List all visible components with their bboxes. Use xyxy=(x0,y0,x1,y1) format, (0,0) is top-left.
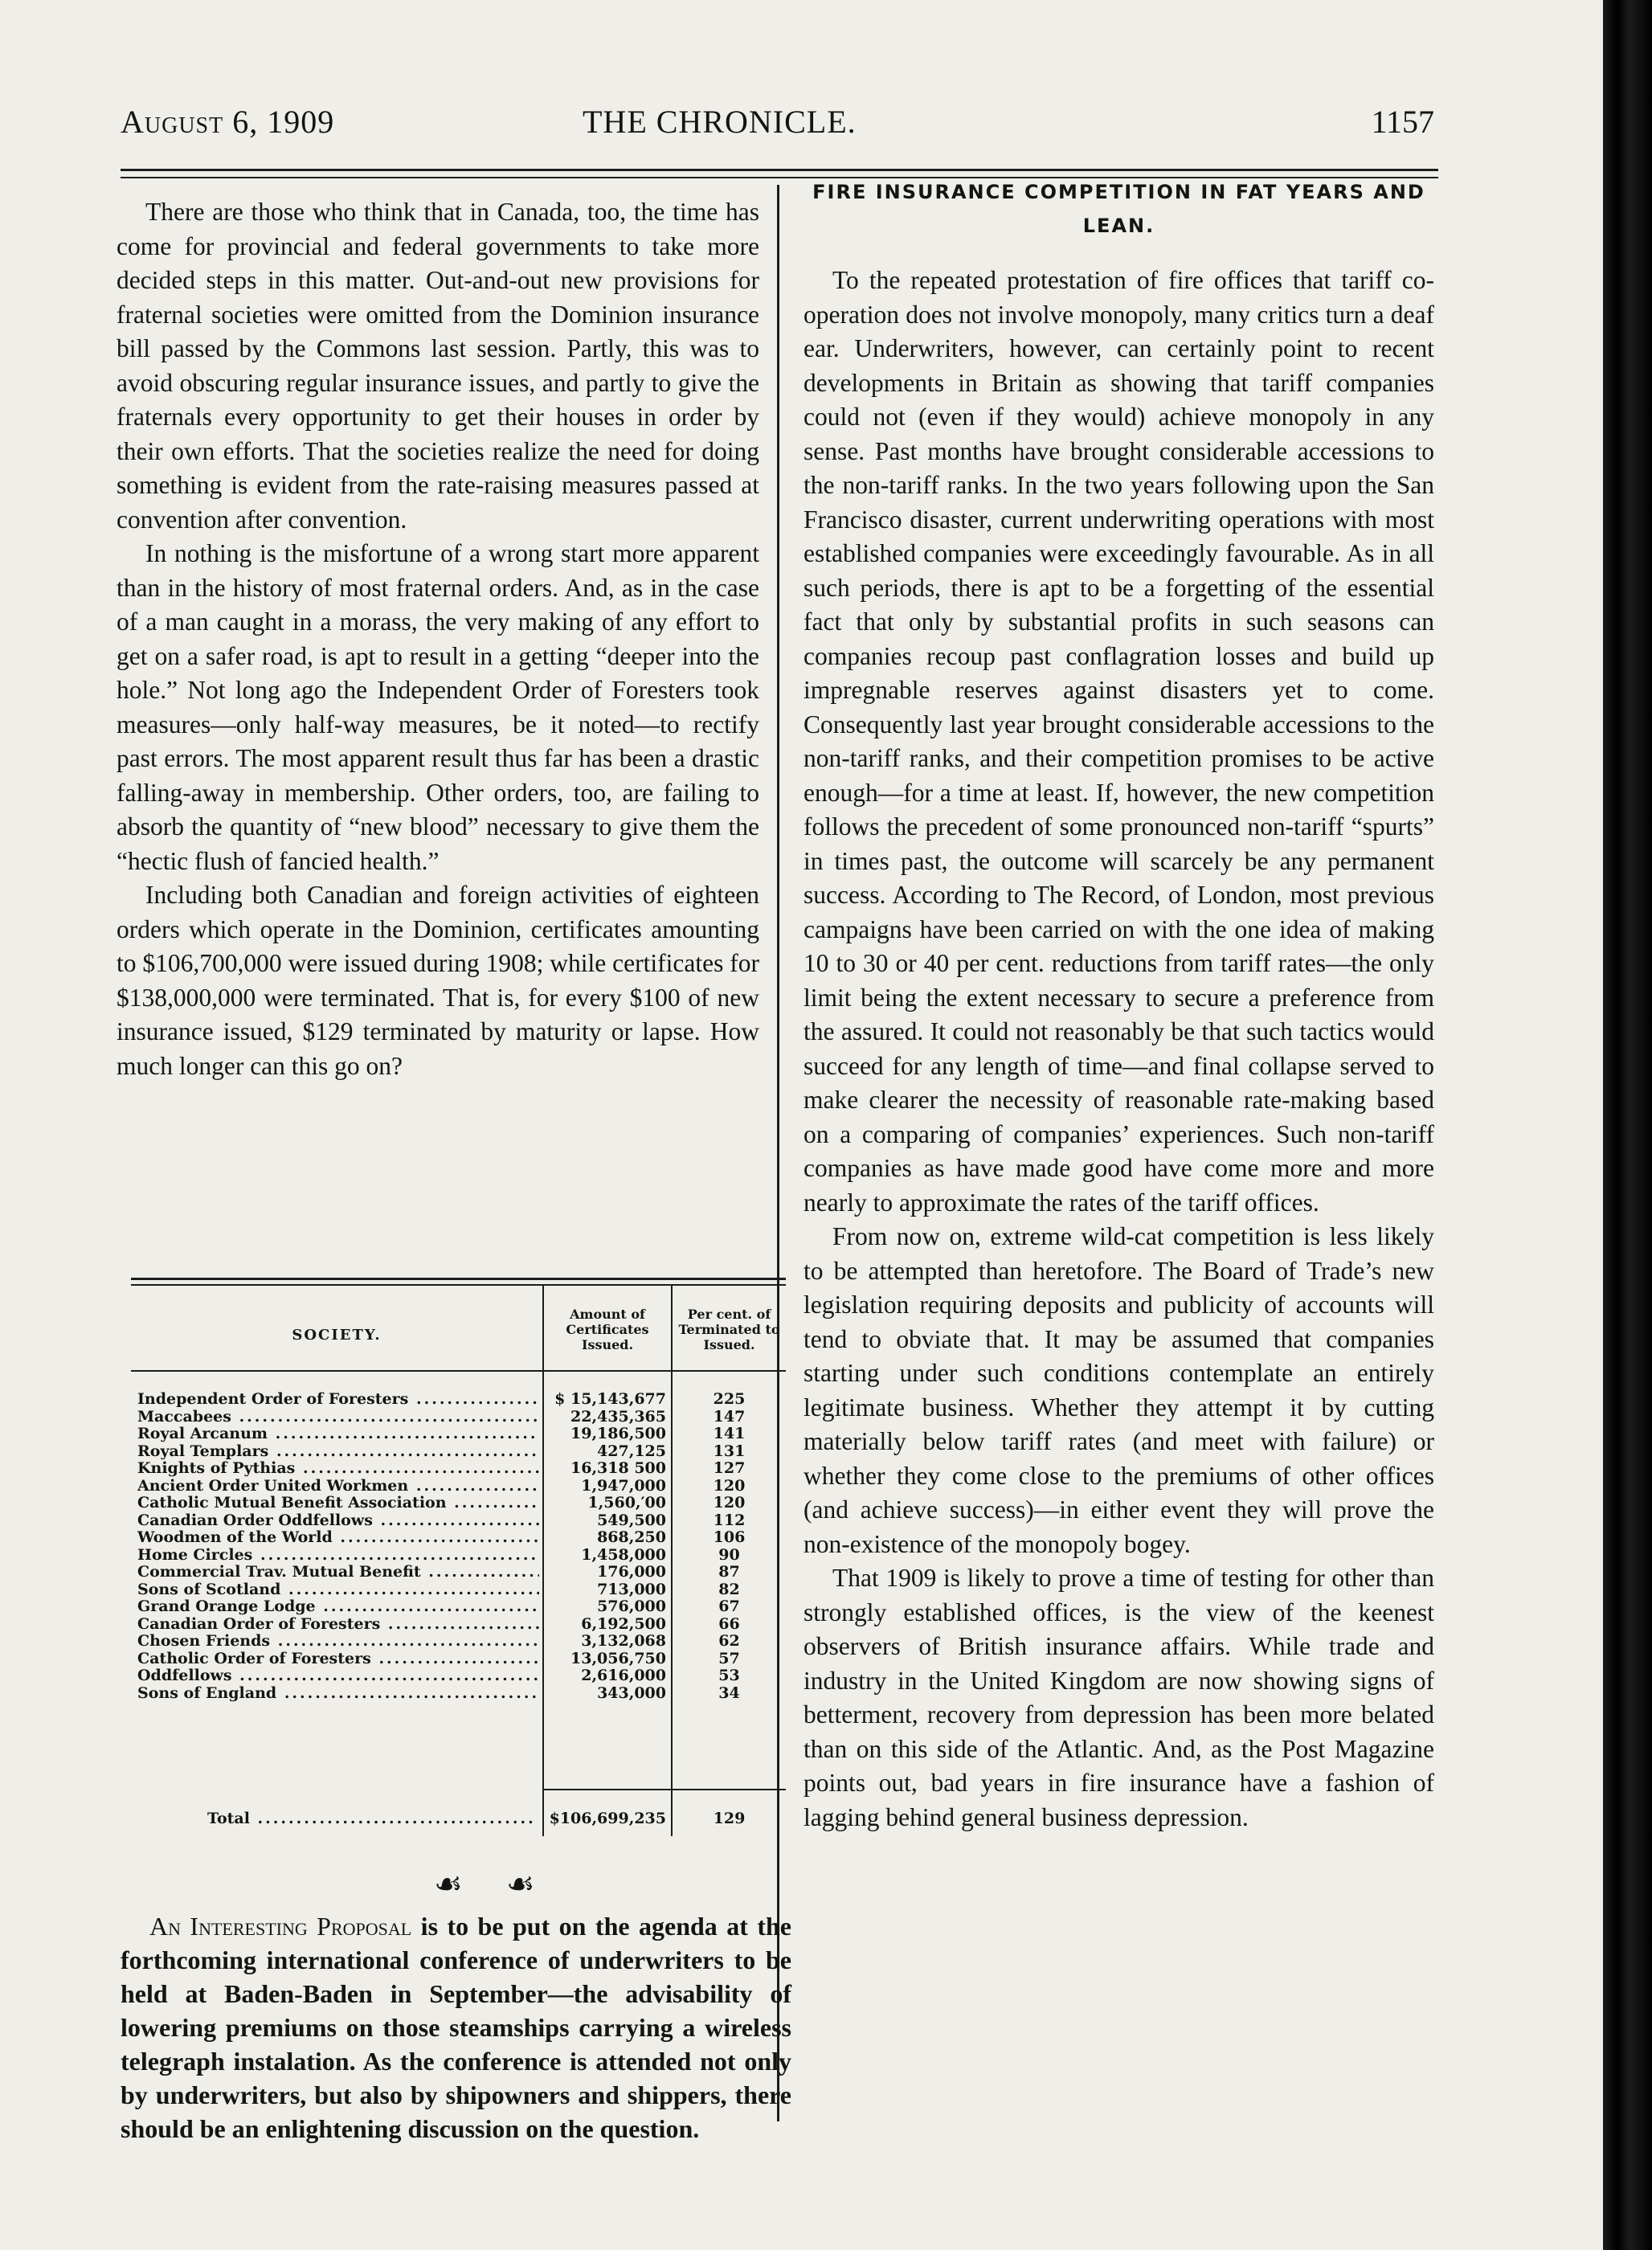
paragraph: In nothing is the misfortune of a wrong start more apparent than in the history of most fraternal orders. And, as in the case of a man caught in a morass, the very making of any effort to get on a safer road, is apt to result in a getting “deeper into the hole.” Not long ago the Independent Order of Foresters took measures—only half-way measures, be it noted—to rectify past errors. The most apparent result thus far has been a drastic falling-away in membership. Other orders, too, are failing to absorb the quantity of “new blood” necessary to give them the “hectic flush of fancied health.” xyxy=(117,539,759,875)
terminated-percent: 67 xyxy=(718,1598,740,1615)
table-top-rule-thin xyxy=(131,1284,786,1286)
terminated-percent: 131 xyxy=(713,1442,746,1460)
society-name: Maccabees ..... xyxy=(137,1408,539,1426)
society-name: Oddfellows ..... xyxy=(137,1667,539,1684)
terminated-percent: 87 xyxy=(718,1563,740,1581)
society-name: Ancient Order United Workmen ..... xyxy=(137,1477,539,1495)
certificates-amount: 1,560,′00 xyxy=(587,1494,666,1512)
certificates-amount: 427,125 xyxy=(597,1442,666,1460)
society-name: Knights of Pythias ..... xyxy=(137,1459,539,1477)
table-row xyxy=(131,1494,786,1512)
table-row xyxy=(131,1459,786,1477)
paragraph: There are those who think that in Canada, too, the time has come for provincial and federal governments to take more decided steps in this matter. Out-and-out new provisions for fraternal societies were omitted from the Dominion insurance bill passed by the Commons last session. Partly, this was to avoid obscuring regular insurance issues, and partly to give the fraternals every opportunity to get their houses in order by their own efforts. That the societies realize the need for doing something is evident from the rate-raising measures passed at convention after convention. xyxy=(117,198,759,534)
section-ornament: ☙ ☙ xyxy=(434,1866,553,1902)
table-row xyxy=(131,1615,786,1633)
society-name: Canadian Order of Foresters ..... xyxy=(137,1615,539,1633)
right-column xyxy=(804,175,1434,1835)
certificates-amount: 713,000 xyxy=(597,1580,666,1598)
article-title: FIRE INSURANCE COMPETITION IN FAT YEARS AND LEAN. xyxy=(812,181,1425,237)
proposal-text xyxy=(121,1909,791,2146)
paragraph: To the repeated protestation of fire offices that tariff co-operation does not involve monopoly, many critics turn a deaf ear. Underwriters, however, can certainly point to recent developments in Britain as showing that tariff companies could not (even if they would) achieve monopoly in any sense. Past months have brought considerable accessions to the non-tariff ranks. In the two years following upon the San Francisco disaster, current underwriting operations with most established companies were exceedingly favourable. As in all such periods, there is apt to be a forgetting of the essential fact that only by substantial profits in such seasons can companies recoup past conflagration losses and build up impregnable reserves against disasters yet to come. Consequently last year brought considerable accessions to the non-tariff ranks, and their competition promises to be active enough—for a time at least. If, however, the new competition follows the precedent of some pronounced non-tariff “spurts” in times past, the outcome will scarcely be any permanent success. According to The Record, of London, most previous campaigns have been carried on with the one idea of making 10 to 30 or 40 per cent. reductions from tariff rates—the only limit being the extent necessary to secure a preference from the assured. It could not reasonably be that such tactics would succeed for any length of time—and final collapse served to make clearer the necessity of reasonable rate-making based on a comparing of companies’ experiences. Such non-tariff companies as have made good have come more and more nearly to approximate the rates of the tariff offices. xyxy=(804,266,1434,1217)
certificates-amount: $ 15,143,677 xyxy=(554,1390,666,1408)
page-header xyxy=(117,103,1434,159)
left-column xyxy=(117,195,759,1083)
certificates-amount: 343,000 xyxy=(597,1683,666,1702)
certificates-amount: 3,132,068 xyxy=(581,1632,666,1650)
society-name: Sons of Scotland ..... xyxy=(137,1581,539,1598)
terminated-percent: 141 xyxy=(713,1425,746,1442)
society-name: Grand Orange Lodge ..... xyxy=(137,1598,539,1615)
table-total-row xyxy=(131,1810,786,1831)
certificates-amount: 2,616,000 xyxy=(581,1667,666,1684)
terminated-percent: 90 xyxy=(718,1545,740,1564)
total-amount: $106,699,235 xyxy=(549,1810,666,1827)
society-name: Catholic Mutual Benefit Association ..... xyxy=(137,1494,539,1512)
society-name: Royal Arcanum ..... xyxy=(137,1425,539,1442)
publication-title: THE CHRONICLE. xyxy=(583,104,857,140)
table-row xyxy=(131,1581,786,1598)
table-row xyxy=(131,1390,786,1408)
table-row xyxy=(131,1425,786,1442)
certificates-amount: 1,458,000 xyxy=(581,1545,666,1564)
society-name: Independent Order of Foresters ..... xyxy=(137,1390,539,1408)
table-row xyxy=(131,1632,786,1650)
table-row xyxy=(131,1667,786,1684)
terminated-percent: 82 xyxy=(718,1580,740,1598)
table-body xyxy=(131,1390,786,1701)
paragraph: Including both Canadian and foreign activities of eighteen orders which operate in the Dominion, certificates amounting to $106,700,000 were issued during 1908; while certificates for $138,000,000 were terminated. That is, for every $100 of new insurance issued, $129 terminated by maturity or lapse. How much longer can this go on? xyxy=(117,881,759,1080)
issue-date: August 6, 1909 xyxy=(121,104,335,140)
column-header-society: SOCIETY. xyxy=(292,1327,382,1344)
society-name: Sons of England ..... xyxy=(137,1684,539,1702)
society-name: Catholic Order of Foresters ..... xyxy=(137,1650,539,1667)
certificates-amount: 6,192,500 xyxy=(581,1614,666,1633)
terminated-percent: 120 xyxy=(713,1476,746,1495)
table-row xyxy=(131,1442,786,1460)
terminated-percent: 120 xyxy=(713,1494,746,1512)
paragraph: That 1909 is likely to prove a time of testing for other than strongly established offices, is the view of the keenest observers of British insurance affairs. While trade and industry in the United Kingdom are now showing signs of betterment, recovery from depression has been more belated than on this side of the Atlantic. And, as the Post Magazine points out, bad years in fire insurance have a fashion of lagging behind general business depression. xyxy=(804,1564,1434,1831)
terminated-percent: 147 xyxy=(713,1407,746,1426)
table-row xyxy=(131,1477,786,1495)
certificates-amount: 22,435,365 xyxy=(570,1407,666,1426)
table-row xyxy=(131,1408,786,1426)
certificates-amount: 576,000 xyxy=(597,1598,666,1615)
table-row xyxy=(131,1546,786,1564)
society-name: Chosen Friends ..... xyxy=(137,1632,539,1650)
certificates-amount: 13,056,750 xyxy=(570,1649,666,1667)
table-row xyxy=(131,1598,786,1615)
book-spine-edge xyxy=(1603,0,1652,2250)
column-header-amount: Amount of Certificates Issued. xyxy=(566,1307,649,1352)
column-header-percent: Per cent. of Terminated to Issued. xyxy=(678,1307,780,1352)
terminated-percent: 127 xyxy=(713,1459,746,1477)
society-name: Home Circles ..... xyxy=(137,1546,539,1564)
table-row xyxy=(131,1650,786,1667)
certificates-amount: 549,500 xyxy=(597,1511,666,1529)
table-row xyxy=(131,1684,786,1702)
society-name: Commercial Trav. Mutual Benefit ..... xyxy=(137,1563,539,1581)
paragraph: From now on, extreme wild-cat competition is less likely to be attempted than heretofore. The Board of Trade’s new legislation requiring deposits and publicity of accounts will tend to obviate that. It may be assumed that companies starting under such conditions contemplate an entirely legitimate business. Whether they attempt it by cutting materially below tariff rates (and meet with failure) or whether they come close to the premiums of other offices (and achieve success)—in either event they will prove the non-existence of the monopoly bogey. xyxy=(804,1222,1434,1558)
certificates-amount: 19,186,500 xyxy=(570,1425,666,1442)
total-label: Total ..... xyxy=(207,1810,537,1827)
table-row xyxy=(131,1563,786,1581)
terminated-percent: 66 xyxy=(718,1614,740,1633)
certificates-amount: 176,000 xyxy=(597,1563,666,1581)
fraternal-societies-table xyxy=(131,1278,786,1848)
table-row xyxy=(131,1528,786,1546)
certificates-amount: 16,318 500 xyxy=(570,1459,666,1477)
society-name: Woodmen of the World ..... xyxy=(137,1528,539,1546)
table-top-rule xyxy=(131,1278,786,1280)
proposal-paragraph xyxy=(121,1909,791,2146)
certificates-amount: 868,250 xyxy=(597,1528,666,1546)
table-header-rule xyxy=(131,1370,786,1372)
certificates-amount: 1,947,000 xyxy=(581,1476,666,1495)
society-name: Royal Templars ..... xyxy=(137,1442,539,1460)
total-percent: 129 xyxy=(713,1810,746,1827)
terminated-percent: 53 xyxy=(718,1667,740,1684)
table-row xyxy=(131,1512,786,1529)
header-rule xyxy=(121,169,1438,171)
page-number: 1157 xyxy=(1371,104,1434,140)
terminated-percent: 62 xyxy=(718,1632,740,1650)
society-name: Canadian Order Oddfellows ..... xyxy=(137,1512,539,1529)
terminated-percent: 112 xyxy=(713,1511,746,1529)
proposal-body: is to be put on the agenda at the forthcoming international conference of underwriters to be held at Baden-Baden in September—the advisability of lowering premiums on those steamships carrying a wireless telegraph instalation. As the conference is attended not only by underwriters, but also by shipowners and shippers, there should be an enlightening discussion on the question. xyxy=(121,1912,791,2143)
terminated-percent: 34 xyxy=(718,1683,740,1702)
terminated-percent: 106 xyxy=(713,1528,746,1546)
terminated-percent: 57 xyxy=(718,1649,740,1667)
terminated-percent: 225 xyxy=(713,1390,746,1408)
proposal-lead: An Interesting Proposal xyxy=(149,1912,412,1941)
total-rule xyxy=(542,1789,786,1790)
